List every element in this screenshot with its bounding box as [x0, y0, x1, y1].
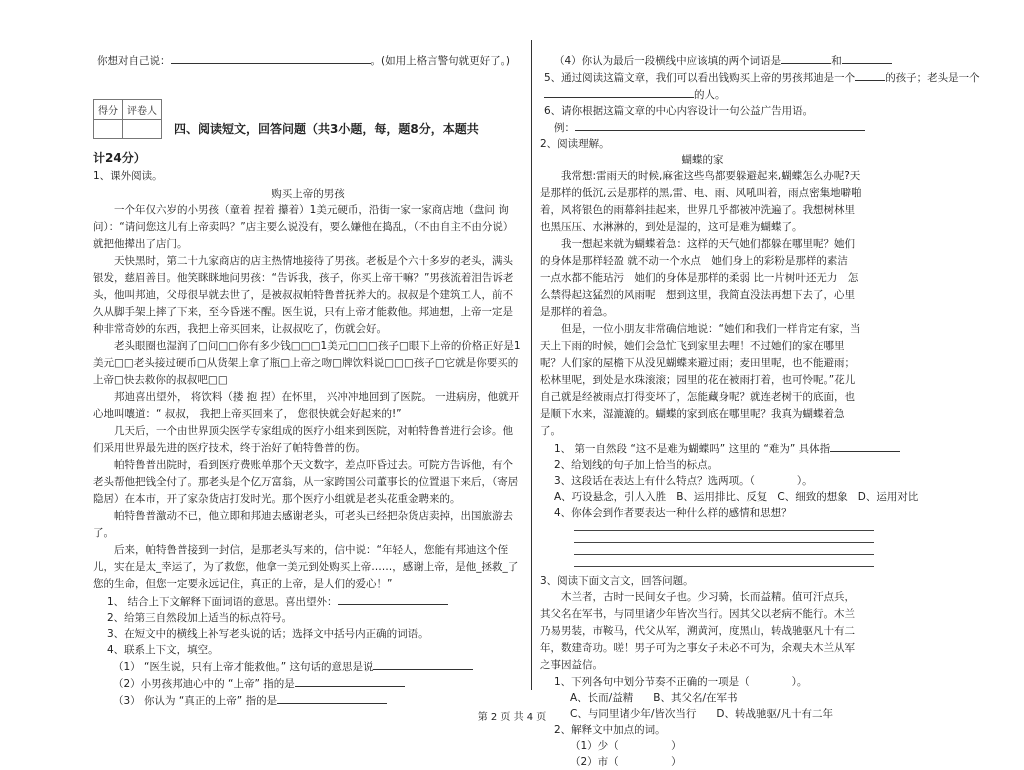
q4-text: （4）你认为最后一段横线中应该填的两个词语是 — [554, 55, 782, 67]
answer-blank[interactable] — [277, 692, 387, 704]
answer-blank[interactable] — [855, 69, 885, 81]
question-item: 2、给划线的句子加上恰当的标点。 — [554, 459, 719, 471]
option-a[interactable]: A、巧设悬念，引人入胜 — [554, 491, 667, 503]
question-list — [107, 593, 523, 709]
section-title: 四、阅读短文，回答问题（共3小题，每，题8分，本题共 — [174, 122, 479, 136]
answer-line[interactable] — [574, 541, 874, 543]
fill-text: （3） 你认为 “真正的上帝” 指的是 — [113, 695, 278, 707]
answer-blank[interactable] — [338, 593, 448, 605]
story-paragraph: 一个年仅六岁的小男孩（童着 捏着 攥着）1美元硬币，沿街一家一家商店地（盘问 询问）：“请问您这儿有上帝卖吗？”店主要么说没有，要么嫌他在捣乱，（不由自主不由分说）就把他撵出了店门。 — [93, 204, 514, 250]
q5-tail2: 的人。 — [694, 89, 726, 101]
question-text: 1、 结合上下文解释下面词语的意思。喜出望外： — [107, 596, 338, 608]
fill-item — [113, 692, 523, 709]
passage-questions — [554, 440, 919, 567]
passage-paragraph: 但是，一位小朋友非常确信地说：“她们和我们一样肯定有家，当天上下雨的时候，她们会急忙飞到家里去哩！不过她们的家在哪里呢？人们家的屋檐下从没见蝴蝶来避过雨；麦田里呢，也不能避雨；松林里呢，到处是水珠滚滚；园里的花在被雨打着，也可怜呢。”花儿自己就是经被雨点打得变坏了，怎能藏身呢？就连老树干的底面，也是顺下水来，湿漉漉的。蝴蝶的家到底在哪里呢？我真为蝴蝶着急了。 — [540, 323, 861, 437]
q2-label: 2、阅读理解。 — [540, 138, 610, 150]
passage-paragraph: 我常想:雷雨天的时候,麻雀这些鸟都要躲避起来,蝴蝶怎么办呢?天是那样的低沉,云是那样的黑,雷、电、雨、风吼叫着，雨点密集地噼啪着，风将银色的雨幕斜挂起来，世界几乎都被冲洗遍了。我想树林里也黑压压、水淋淋的，到处是湿的，这可是难为蝴蝶了。 — [540, 170, 862, 233]
q3-label: 3、阅读下面文言文，回答问题。 — [540, 575, 694, 587]
classical-text: 木兰者，古时一民间女子也。少习骑，长而益精。值可汗点兵，其父名在军书，与同里诸少年皆次当行。因其父以老病不能行。木兰乃易男装，市鞍马，代父从军，溯黄河，度黑山，转战驰驱凡十有二年，数建奇功。嗟！男子可为之事女子未必不可为，余观夫木兰从军之事因益信。 — [540, 591, 855, 671]
option-row — [554, 489, 919, 505]
option-b[interactable]: B、运用排比、反复 — [676, 491, 768, 503]
column-divider — [531, 40, 532, 690]
page-footer: 第 2 页 共 4 页 — [477, 712, 547, 723]
q6: 6、请你根据这篇文章的中心内容设计一句公益广告用语。 — [544, 105, 814, 117]
answer-blank[interactable] — [373, 658, 473, 670]
score-label: 得分 — [94, 100, 123, 120]
answer-line[interactable] — [574, 553, 874, 555]
option-b[interactable]: B、其父名/在军书 — [653, 692, 738, 704]
score-table — [93, 99, 162, 139]
story-paragraph: 天快黑时，第二十九家商店的店主热情地接待了男孩。老板是个六十多岁的老头，满头银发，慈眉善目。他笑眯眯地问男孩：“告诉我，孩子，你买上帝干嘛？”男孩流着泪告诉老头，他叫邦迪，父母很早就去世了，是被叔叔帕特鲁普抚养大的。叔叔是个建筑工人，前不久从脚手架上摔了下来，至今昏迷不醒。医生说，只有上帝才能救他。邦迪想，上帝一定是种非常奇妙的东西，我把上帝买回来，让叔叔吃了，伤就会好。 — [93, 255, 514, 335]
answer-blank[interactable] — [842, 52, 892, 64]
score-cell[interactable] — [94, 120, 123, 139]
example-label: 例： — [554, 122, 575, 134]
story-title: 购买上帝的男孩 — [271, 188, 345, 200]
fill-text: （2）小男孩邦迪心中的 “上帝” 指的是 — [113, 678, 295, 690]
question-item: 3、这段话在表达上有什么特点？选两项。（ ）。 — [554, 475, 813, 487]
option-d[interactable]: D、运用对比 — [857, 491, 919, 503]
self-talk-line — [97, 52, 523, 69]
reviewer-cell[interactable] — [123, 120, 162, 139]
passage-body — [540, 168, 865, 440]
option-c[interactable]: C、细致的想象 — [777, 491, 848, 503]
option-c[interactable]: C、与同里诸少年/皆次当行 — [570, 708, 697, 720]
question-item: 2、解释文中加点的词。 — [554, 724, 666, 736]
answer-line[interactable] — [574, 565, 874, 567]
question-item: 4、你体会到作者要表达一种什么样的感情和思想？ — [554, 507, 792, 519]
story-paragraph: 后来，帕特鲁普接到一封信，是那老头写来的，信中说：“年轻人，您能有邦迪这个侄儿，实在是太_幸运了，为了救您，他拿一美元到处购买上帝……，感谢上帝，是他_拯救_了您的生命，但您一定要永远记住，真正的上帝，是人们的爱心！” — [93, 544, 519, 590]
story-paragraph: 老头眼圈也湿润了□问□□你有多少钱□□□1美元□□□孩子□眼下上帝的价格正好是1美元□□老头接过硬币□从货架上拿了瓶□上帝之吻□牌饮料说□□□孩子□它就是你要买的上帝□快去救你的叔叔吧□□ — [93, 340, 521, 386]
question-item: 1、下列各句中划分节奏不正确的一项是（ ）。 — [554, 676, 808, 688]
question-text: 1、 第一自然段 “这不是难为蝴蝶吗” 这里的 “难为” 具体指 — [554, 443, 831, 455]
passage-title: 蝴蝶的家 — [681, 154, 724, 166]
question-item: 2、给第三自然段加上适当的标点符号。 — [107, 612, 293, 624]
q5-line — [544, 69, 980, 86]
right-column — [540, 52, 980, 770]
fill-text: （1） “医生说，只有上帝才能救他。” 这句话的意思是说 — [113, 661, 374, 673]
story-paragraph: 邦迪喜出望外， 将饮料（搂 抱 捏）在怀里， 兴冲冲地回到了医院。 一进病房，他就开心地叫嚷道：“ 叔叔， 我把上帝买回来了， 您很快就会好起来的!” — [93, 391, 520, 420]
left-column — [93, 52, 523, 709]
option-d[interactable]: D、转战驰驱/凡十有二年 — [716, 708, 833, 720]
self-talk-tail: 。(如用上格言警句就更好了。) — [370, 55, 510, 67]
fill-item[interactable]: （2）市（ ） — [570, 756, 682, 768]
answer-blank[interactable] — [544, 86, 694, 98]
self-talk-prompt: 你想对自己说： — [97, 55, 171, 67]
q5-tail: 的孩子；老头是一个 — [885, 72, 980, 84]
q4-and: 和 — [831, 55, 842, 67]
answer-blank[interactable] — [295, 675, 405, 687]
fill-item — [113, 675, 523, 692]
answer-blank[interactable] — [781, 52, 831, 64]
story-paragraph: 帕特鲁普激动不已，他立即和邦迪去感谢老头，可老头已经把杂货店卖掉，出国旅游去了。 — [93, 510, 513, 539]
story-body — [93, 202, 523, 593]
section-title-cont: 计24分） — [93, 151, 146, 165]
fill-item[interactable]: （1）少（ ） — [570, 740, 682, 752]
story-paragraph: 几天后，一个由世界顶尖医学专家组成的医疗小组来到医院，对帕特鲁普进行会诊。他们采用世界最先进的医疗技术，终于治好了帕特鲁普的伤。 — [93, 425, 513, 454]
question-item — [107, 593, 523, 610]
story-paragraph: 帕特鲁普出院时，看到医疗费账单那个天文数字，差点吓昏过去。可院方告诉他，有个老头帮他把钱全付了。那老头是个亿万富翁，从一家跨国公司董事长的位置退下来后，（寄居 隐居）在本市，开了家杂货店打发时光。那个医疗小组就是老头花重金聘来的。 — [93, 459, 519, 505]
q1-label: 1、课外阅读。 — [93, 170, 163, 182]
option-row — [570, 690, 865, 706]
q5-line-2 — [544, 86, 865, 103]
answer-blank[interactable] — [830, 440, 900, 452]
question-item: 3、在短文中的横线上补写老头说的话；选择文中括号内正确的词语。 — [107, 628, 429, 640]
section-header — [93, 99, 523, 139]
fill-item — [113, 658, 523, 675]
reviewer-label: 评卷人 — [123, 100, 162, 120]
option-a[interactable]: A、长而/益精 — [570, 692, 634, 704]
question-item: 4、联系上下文，填空。 — [107, 644, 219, 656]
self-talk-blank[interactable] — [171, 52, 371, 64]
q4-item — [554, 52, 865, 69]
question-item — [554, 440, 865, 457]
example-line — [554, 119, 865, 136]
passage-paragraph: 我一想起来就为蝴蝶着急：这样的天气她们都躲在哪里呢？她们的身体是那样轻盈 就不动一个水点 她们身上的彩粉是那样的素洁 一点水都不能玷污 她们的身体是那样的柔弱 比一片树叶还无力 怎么禁得起这猛烈的风雨呢 想到这里，我简直没法再想下去了，心里是那样的着急。 — [540, 238, 859, 318]
answer-line[interactable] — [574, 529, 874, 531]
answer-blank[interactable] — [575, 119, 865, 131]
q5-text: 5、通过阅读这篇文章，我们可以看出钱购买上帝的男孩邦迪是一个 — [544, 72, 856, 84]
